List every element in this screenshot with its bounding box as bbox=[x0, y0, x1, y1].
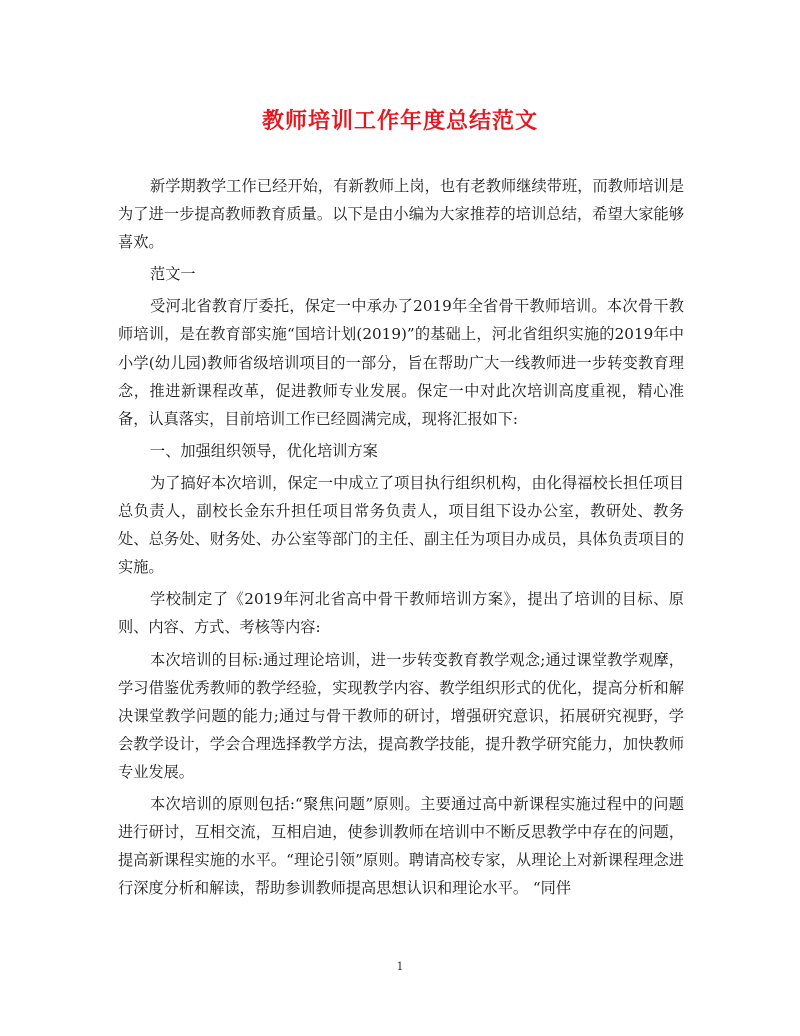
paragraph-organization: 为了搞好本次培训，保定一中成立了项目执行组织机构，由化得福校长担任项目总负责人，副校长金东升担任项目常务负责人，项目组下设办公室，教研处、教务处、总务处、财务处、办公室等部门的主任、副主任为项目办成员，具体负责项目的实施。 bbox=[118, 473, 684, 577]
paragraph-plan: 学校制定了《2019年河北省高中骨干教师培训方案》，提出了培训的目标、原则、内容、方式、考核等内容: bbox=[118, 590, 684, 637]
paragraph-background: 受河北省教育厅委托，保定一中承办了2019年全省骨干教师培训。本次骨干教师培训，是在教育部实施“国培计划(2019)”的基础上，河北省组织实施的2019年中小学(幼儿园)教师省级培训项目的一部分，旨在帮助广大一线教师进一步转变教育理念，推进新课程改革，促进教师专业发展。保定一中对此次培训高度重视，精心准备，认真落实，目前培训工作已经圆满完成，现将汇报如下: bbox=[118, 297, 684, 428]
page-number: 1 bbox=[396, 960, 404, 973]
paragraph-section-label: 范文一 bbox=[150, 265, 196, 284]
paragraph-heading-one: 一、加强组织领导，优化培训方案 bbox=[150, 441, 378, 460]
paragraph-principles: 本次培训的原则包括:“聚焦问题”原则。主要通过高中新课程实施过程中的问题进行研讨，互相交流，互相启迪，使参训教师在培训中不断反思教学中存在的问题，提高新课程实施的水平。“理论引领”原则。聘请高校专家，从理论上对新课程理念进行深度分析和解读，帮助参训教师提高思想认识和理论水平。 “同伴 bbox=[118, 794, 684, 898]
document-title: 教师培训工作年度总结范文 bbox=[261, 109, 538, 134]
paragraph-intro: 新学期教学工作已经开始，有新教师上岗，也有老教师继续带班，而教师培训是为了进一步提高教师教育质量。以下是由小编为大家推荐的培训总结，希望大家能够喜欢。 bbox=[118, 177, 684, 252]
document-body bbox=[118, 172, 684, 906]
paragraph-goals: 本次培训的目标:通过理论培训，进一步转变教育教学观念;通过课堂教学观摩，学习借鉴优秀教师的教学经验，实现教学内容、教学组织形式的优化，提高分析和解决课堂教学问题的能力;通过与骨干教师的研讨，增强研究意识，拓展研究视野，学会教学设计，学会合理选择教学方法，提高教学技能，提升教学研究能力，加快教师专业发展。 bbox=[118, 650, 684, 781]
